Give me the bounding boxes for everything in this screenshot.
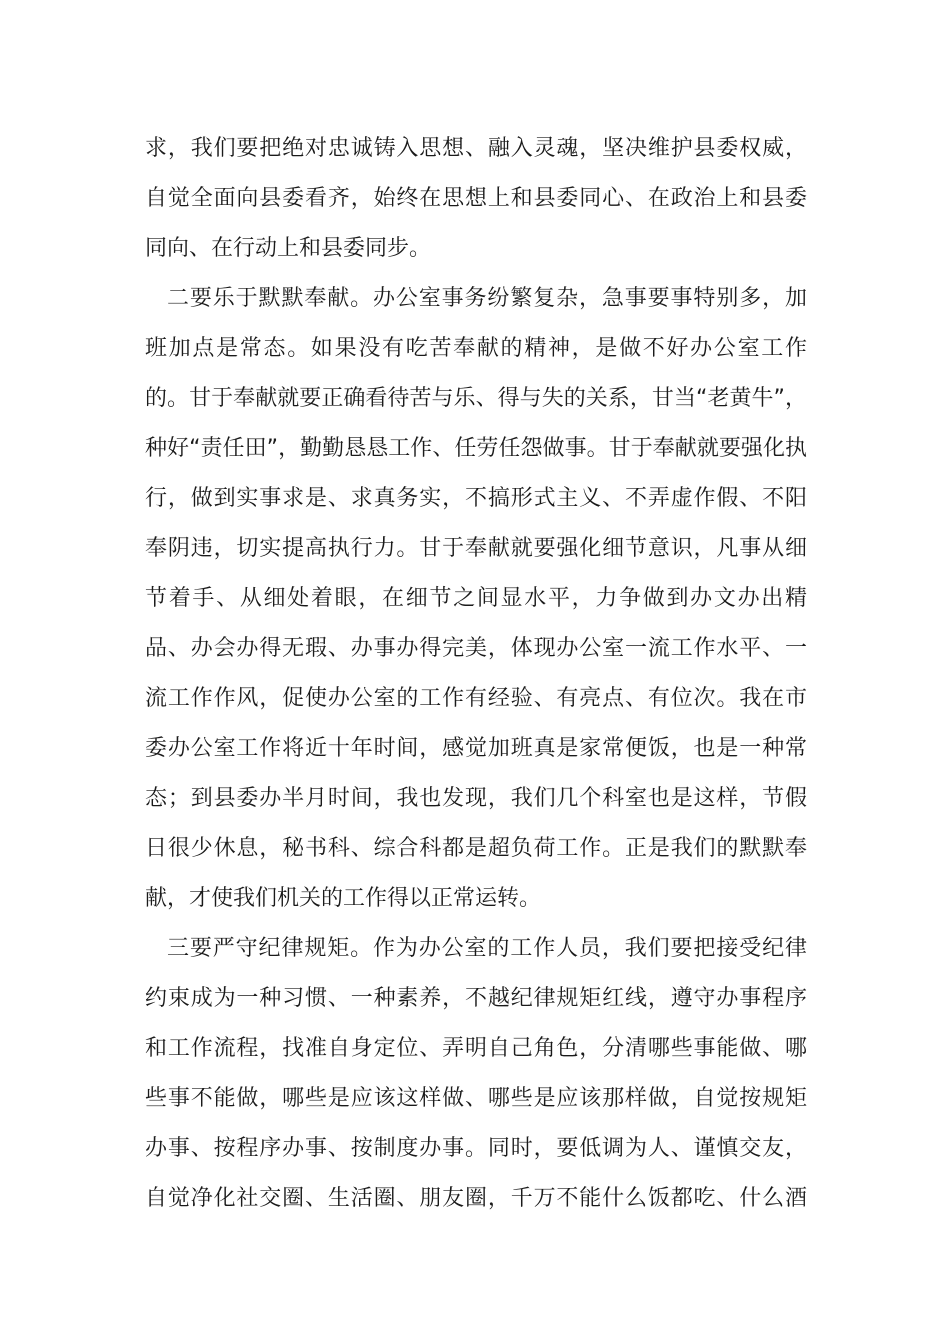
text-line: 自觉全面向县委看齐，始终在思想上和县委同心、在政治上和县委 (145, 186, 807, 211)
text-line: 品、办会办得无瑕、办事办得完美，体现办公室一流工作水平、一 (145, 636, 807, 661)
text-line: 种好“责任田”，勤勤恳恳工作、任劳任怨做事。甘于奉献就要强化执 (145, 436, 807, 461)
text-line: 委办公室工作将近十年时间，感觉加班真是家常便饭，也是一种常 (145, 736, 807, 761)
text-line: 办事、按程序办事、按制度办事。同时，要低调为人、谨慎交友， (145, 1136, 807, 1161)
text-line: 求，我们要把绝对忠诚铸入思想、融入灵魂，坚决维护县委权威， (145, 136, 807, 161)
text-line: 奉阴违，切实提高执行力。甘于奉献就要强化细节意识，凡事从细 (145, 536, 807, 561)
text-line: 日很少休息，秘书科、综合科都是超负荷工作。正是我们的默默奉 (145, 836, 807, 861)
text-line: 献，才使我们机关的工作得以正常运转。 (145, 886, 542, 911)
paragraph-1 (145, 124, 807, 274)
text-line: 三要严守纪律规矩。作为办公室的工作人员，我们要把接受纪律 (167, 936, 807, 961)
text-line: 节着手、从细处着眼，在细节之间显水平，力争做到办文办出精 (145, 586, 807, 611)
text-line: 同向、在行动上和县委同步。 (145, 236, 432, 261)
document-body (145, 124, 807, 1224)
text-line: 二要乐于默默奉献。办公室事务纷繁复杂，急事要事特别多，加 (167, 286, 807, 311)
text-line: 班加点是常态。如果没有吃苦奉献的精神，是做不好办公室工作 (145, 336, 807, 361)
paragraph-2 (145, 274, 807, 924)
text-line: 自觉净化社交圈、生活圈、朋友圈，千万不能什么饭都吃、什么酒 (145, 1186, 807, 1211)
text-line: 约束成为一种习惯、一种素养，不越纪律规矩红线，遵守办事程序 (145, 986, 807, 1011)
text-line: 的。甘于奉献就要正确看待苦与乐、得与失的关系，甘当“老黄牛”， (145, 386, 807, 411)
text-line: 行，做到实事求是、求真务实，不搞形式主义、不弄虚作假、不阳 (145, 486, 807, 511)
text-line: 和工作流程，找准自身定位、弄明自己角色，分清哪些事能做、哪 (145, 1036, 807, 1061)
text-line: 态；到县委办半月时间，我也发现，我们几个科室也是这样，节假 (145, 786, 807, 811)
text-line: 流工作作风，促使办公室的工作有经验、有亮点、有位次。我在市 (145, 686, 807, 711)
text-line: 些事不能做，哪些是应该这样做、哪些是应该那样做，自觉按规矩 (145, 1086, 807, 1111)
paragraph-3 (145, 924, 807, 1224)
